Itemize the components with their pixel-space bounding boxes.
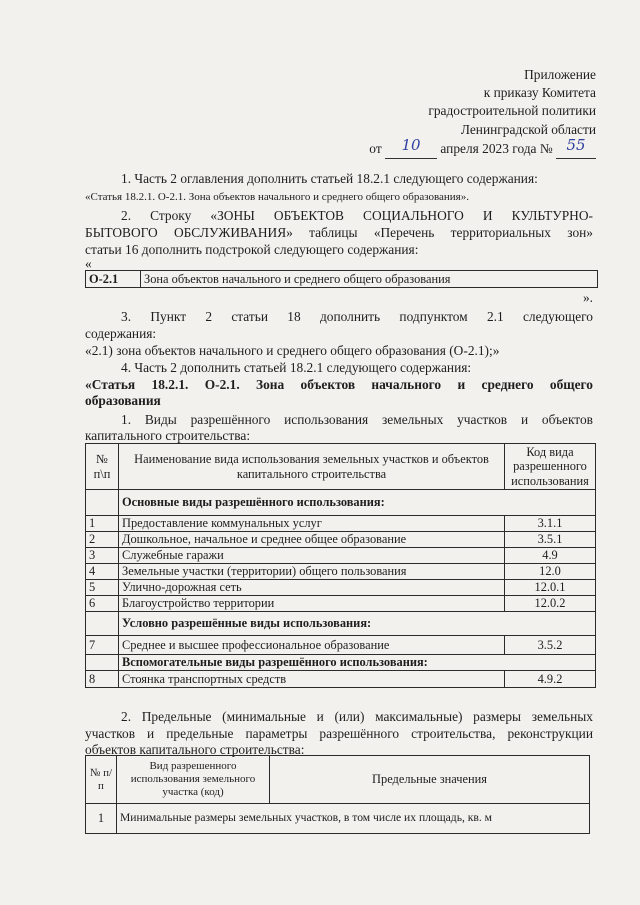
table-row (86, 548, 596, 564)
row-code: 12.0 (505, 564, 596, 580)
row-number: 2 (86, 532, 119, 548)
table-row (86, 564, 596, 580)
handwritten-day: 10 (401, 135, 421, 154)
col-header-kind: Вид разрешенного использования земельного участка (код) (117, 756, 270, 804)
row-number: 7 (86, 636, 119, 655)
col-header-number: № п\п (86, 444, 119, 490)
section-conditional-title: Условно разрешённые виды использования: (119, 612, 596, 636)
row-text: Минимальные размеры земельных участков, в том числе их площадь, кв. м (117, 804, 590, 834)
section-2-line-3: объектов капитального строительства: (85, 742, 305, 757)
row-code: 3.5.1 (505, 532, 596, 548)
col-header-name: Наименование вида использования земельных участков и объектов капитального строительства (119, 444, 505, 490)
section-main-title: Основные виды разрешённого использования: (119, 490, 596, 516)
table-row (86, 516, 596, 532)
row-number: 1 (86, 516, 119, 532)
row-name: Улично-дорожная сеть (119, 580, 505, 596)
header-line-1: Приложение (524, 67, 596, 82)
row-name: Служебные гаражи (119, 548, 505, 564)
row-number: 6 (86, 596, 119, 612)
row-code: 4.9 (505, 548, 596, 564)
article-title-line-1: «Статья 18.2.1. О-2.1. Зона объектов начального и среднего общего (85, 377, 593, 392)
paragraph-3-line-2: содержания: (85, 326, 157, 341)
row-number: 8 (86, 671, 119, 688)
col-header-number: № п/п (86, 756, 117, 804)
section-row-conditional (86, 612, 596, 636)
appendix-header (369, 66, 596, 159)
section-1-line-1: 1. Виды разрешённого использования земельных участков и объектов (121, 412, 593, 427)
header-line-3: градостроительной политики (428, 103, 596, 119)
row-code: 12.0.1 (505, 580, 596, 596)
row-name: Предоставление коммунальных услуг (119, 516, 505, 532)
handwritten-number: 55 (566, 135, 586, 154)
col-header-code: Код вида разрешенного использования (505, 444, 596, 490)
paragraph-1: 1. Часть 2 оглавления дополнить статьей 18.2.1 следующего содержания: (121, 171, 538, 186)
row-number: 1 (86, 804, 117, 834)
section-2-line-1: 2. Предельные (минимальные и (или) максимальные) размеры земельных (121, 709, 593, 724)
quote-open: « (85, 256, 92, 271)
row-code: 3.5.2 (505, 636, 596, 655)
header-line-2: к приказу Комитета (483, 85, 596, 101)
row-number: 5 (86, 580, 119, 596)
row-number: 4 (86, 564, 119, 580)
paragraph-2-line-3: статьи 16 дополнить подстрокой следующего содержания: (85, 242, 419, 257)
header-date-line (369, 135, 596, 159)
row-name: Дошкольное, начальное и среднее общее образование (119, 532, 505, 548)
zone-table (85, 270, 598, 288)
order-number-field (556, 135, 596, 159)
row-name: Среднее и высшее профессиональное образование (119, 636, 505, 655)
row-code: 3.1.1 (505, 516, 596, 532)
paragraph-2-line-1: 2. Строку «ЗОНЫ ОБЪЕКТОВ СОЦИАЛЬНОГО И КУЛЬТУРНО- (121, 208, 593, 223)
row-name: Стоянка транспортных средств (119, 671, 505, 688)
col-header-values: Предельные значения (270, 756, 590, 804)
row-name: Земельные участки (территории) общего пользования (119, 564, 505, 580)
table-header-row (86, 756, 590, 804)
table-row (86, 532, 596, 548)
table-row (86, 671, 596, 688)
section-row-auxiliary (86, 655, 596, 671)
permitted-use-table (85, 443, 596, 688)
row-name: Благоустройство территории (119, 596, 505, 612)
quote-close: ». (582, 290, 593, 305)
table-header-row (86, 444, 596, 490)
zone-row (86, 271, 598, 288)
table-row (86, 804, 590, 834)
paragraph-1-quote: «Статья 18.2.1. О-2.1. Зона объектов начального и среднего общего образования». (85, 191, 469, 203)
section-1-line-2: капитального строительства: (85, 428, 251, 443)
paragraph-3-line-1: 3. Пункт 2 статьи 18 дополнить подпунктом 2.1 следующего (121, 309, 593, 324)
section-2-line-2: участков и предельные параметры разрешённого строительства, реконструкции (85, 726, 593, 741)
date-middle: апреля 2023 года № (440, 140, 553, 156)
table-row (86, 636, 596, 655)
table-row (86, 580, 596, 596)
zone-name: Зона объектов начального и среднего общего образования (141, 271, 598, 288)
parameters-table (85, 755, 590, 834)
row-number: 3 (86, 548, 119, 564)
section-row-main (86, 490, 596, 516)
paragraph-4: 4. Часть 2 дополнить статьей 18.2.1 следующего содержания: (121, 360, 472, 375)
table-row (86, 596, 596, 612)
header-line-4: Ленинградской области (460, 121, 596, 137)
paragraph-3-line-3: «2.1) зона объектов начального и среднего общего образования (О-2.1);» (85, 343, 500, 358)
zone-code: О-2.1 (86, 271, 141, 288)
date-prefix: от (369, 140, 382, 156)
row-code: 4.9.2 (505, 671, 596, 688)
section-auxiliary-title: Вспомогательные виды разрешённого использования: (119, 655, 596, 671)
paragraph-2-line-2: БЫТОВОГО ОБСЛУЖИВАНИЯ» таблицы «Перечень территориальных зон» (85, 225, 593, 240)
date-day-field (385, 135, 437, 159)
article-title-line-2: образования (85, 393, 161, 408)
row-code: 12.0.2 (505, 596, 596, 612)
